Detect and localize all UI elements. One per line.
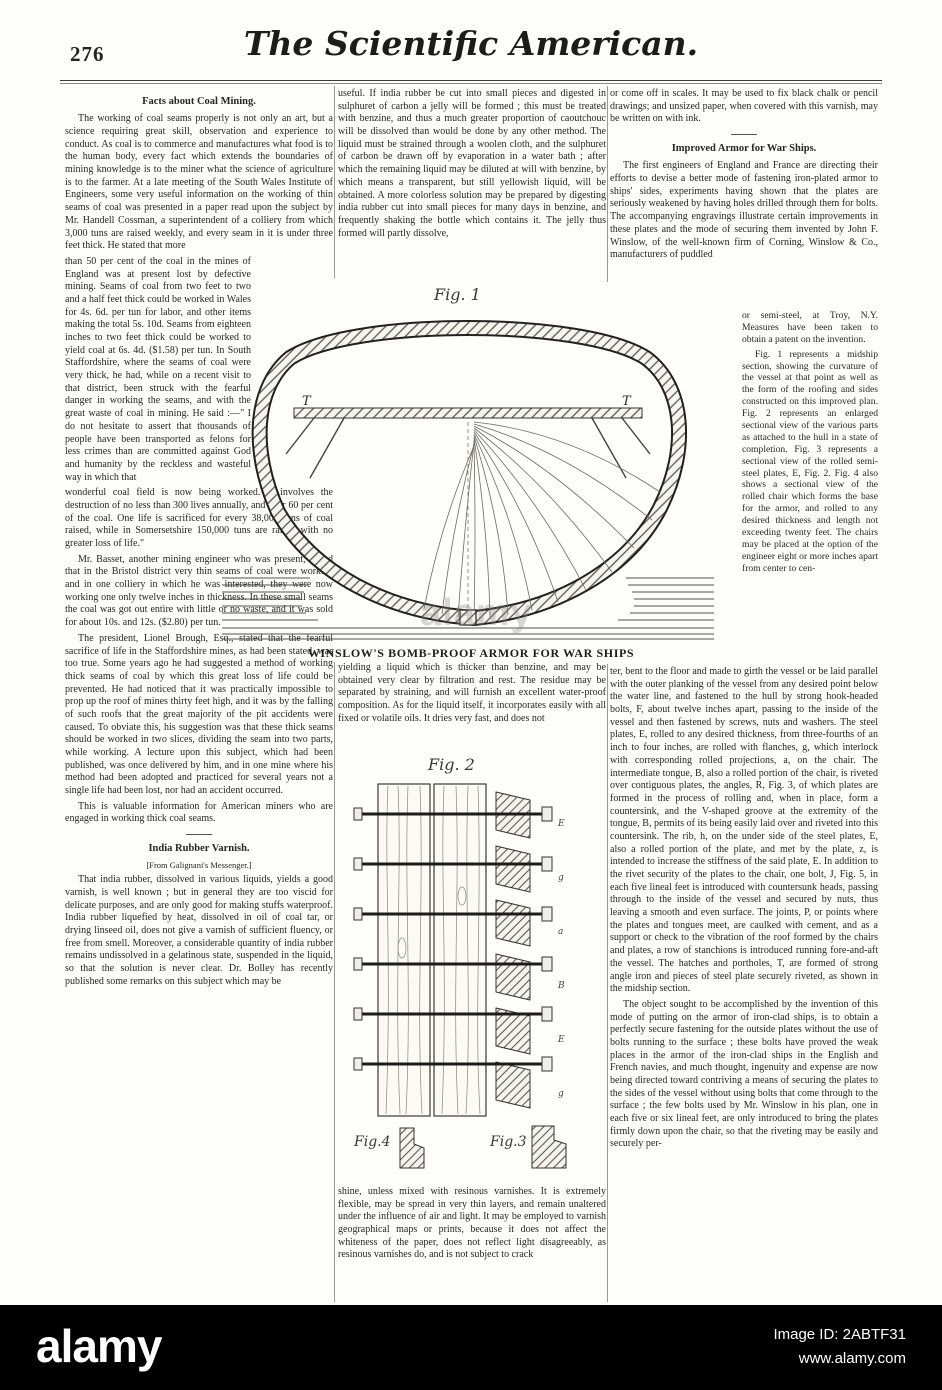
fig3-plate-section xyxy=(489,1126,566,1168)
paragraph-armor-1b: or semi-steel, at Troy, N.Y. Measures have been taken to obtain a patent on the invention. xyxy=(742,310,878,345)
paragraph-coal-3: Mr. Basset, another mining engineer who was present, stated that in the Bristol district very thin seams of coal were worked, and in one colliery in which he was interested, they were now working one only twelve inches in thickness. In these small seams the coal was got out entire with little or no waste, and it was sold for about 10s. and 12s. ($2.80) per tun. xyxy=(65,553,333,629)
rolled-armor-chairs xyxy=(496,792,530,1108)
paragraph-coal-4: The president, Lionel Brough, Esq., stated that the fearful sacrifice of life in the Staffordshire mines, as had been stated, was too true. Some years ago he had suggested a method of working thick seams of coal by which this great loss of life could be prevented. He had noticed that it was practically impossible to prop up the roof of mines thirty feet high, and it was by the falling of such roofs that the great majority of the pit accidents were caused. To obviate this, his suggestion was that these thick seams should be worked in two slices, dividing the seam into two parts, while working. A lecture upon this subject, which had been published, was once delivered by him, and in one mine where his method had been adopted and practiced for several years not a single life had been lost, nor had an accident occurred. xyxy=(65,632,333,797)
paragraph-armor-1: The first engineers of England and France are directing their efforts to devise a better mode of fastening iron-plated armor to ships' sides, experiments having shown that the plates are seriously weakened by having holes drilled through them for bolts. The accompanying engravings illustrate certain improvements in these plates and the mode of securing them invented by John F. Winslow, of the well-known firm of Corning, Winslow & Co., manufacturers of puddled xyxy=(610,160,878,261)
wood-planks xyxy=(378,784,486,1116)
fig3-label: Fig.3 xyxy=(490,1134,527,1150)
fig4-label: Fig.4 xyxy=(354,1134,391,1150)
article-byline: [From Galignani's Messenger.] xyxy=(146,860,252,871)
paragraph-rubber-2: useful. If india rubber be cut into small pieces and digested in sulphuret of carbon a jelly will be formed ; this must be treated with benzine, and thus a much greater proportion of caoutchouc will be dissolved than would be done by any other method. The liquid must be strained through a woolen cloth, and the sulphuret of carbon be drawn off by evaporation in a water bath ; after which the remaining liquid may be diluted at will with benzine, by which means a transparent, but still yellowish liquid, will be obtained. A more colorless solution may be prepared by digesting india rubber cut into small pieces for many days in benzine, and frequently shaking the bottle which contains it. The jelly thus formed will partly dissolve, xyxy=(338,88,606,239)
column-rule-2-bottom xyxy=(607,664,608,1302)
article-separator xyxy=(731,134,757,135)
fig4-chair-section xyxy=(353,1128,424,1168)
svg-text:g: g xyxy=(558,873,564,883)
column-middle-bottom xyxy=(338,1186,606,1265)
paragraph-coal-1: The working of coal seams properly is not only an art, but a science requiring great skill, observation and experience to conduct. As coal is to commerce and manufactures what food is to the human body, every fact which extends the boundaries of mining knowledge is to the miner what the science of agriculture is to the farmer. At a late meeting of the South Wales Institute of Engineers, some very useful information on the working of thin seams of coal was presented in a paper read upon the subject by Mr. Handell Cossman, a superintendent of a colliery from which 3,000 tuns are raised weekly, and every seam in it is under three feet thick. He stated that more xyxy=(65,113,333,252)
article-heading-improved-armor: Improved Armor for War Ships. xyxy=(671,143,817,155)
alamy-url[interactable]: www.alamy.com xyxy=(798,1350,906,1367)
paragraph-rubber-3: yielding a liquid which is thicker than benzine, and may be obtained very clear by filtration and rest. The residue may be separated by straining, and will furnish an excellent water-proof composition. As for the liquid itself, it incorporates easily with all fixed or volatile oils. It dries very fast, and does not xyxy=(338,662,606,724)
reference-letters xyxy=(557,819,565,1099)
paragraph-armor-3: ter, bent to the floor and made to girth the vessel or be laid parallel with the outer planking of the vessel from any desired point below the water line, and fastened to the hull by strong hook-headed bolts, F, about twelve inches apart, passing to the inside of the vessel and then fastened by screws, nuts and washers. The steel plates, E, rolled to any desired thickness, from three-fourths of an inch to four inches, are rolled with flanches, g, which interlock with corresponding rolled projections, a, on the chair. The intermediate tongue, B, also a rolled portion of the chair, is riveted over contiguous plates, the angles, R, Fig. 3, of which plates are formed in the process of rolling and, when in place, form a countersink, and the V-shaped groove at the extremity of the tongue, B, permits of its being easily laid over and riveted into this countersink. The rib, h, on the under side of the steel plates, E, also a rolled portion of the plate, and met by the plate, z, is intended to increase the stiffness of the said plate, E. In addition to the rivet security of the plates to the chair, one bolt, J, Fig. 5, in each five lineal feet is introduced with countersunk heads, passing through to the inside of the vessel and secured by nuts, thus leaving a smooth and even surface. The joints, P, or points where the plates and tongues meet, are caulked with cement, and as a support or check to the vibration of the roof formed by the chairs and plates, a row of stanchions is introduced running fore-and-aft the vessel. The hatches and portholes, T, are formed of strong angle iron and pieces of steel plate securely riveted, as shown in the midship section. xyxy=(610,666,878,995)
column-rule-1-bottom xyxy=(334,662,335,1302)
image-id: Image ID: 2ABTF31 xyxy=(773,1326,906,1343)
column-rule-1-top xyxy=(334,86,335,278)
masthead-title: The Scientific American. xyxy=(243,24,699,63)
svg-text:a: a xyxy=(558,927,564,937)
paragraph-varnish-end: or come off in scales. It may be used to fix black chalk or pencil drawings; and unsized paper, when covered with this varnish, may be written on with ink. xyxy=(610,88,878,125)
fig1-label: Fig. 1 xyxy=(434,285,481,304)
paragraph-coal-1-narrow: than 50 per cent of the coal in the mines of England was at present lost by defective mining. Seams of coal from two feet to two and a half feet thick could be worked in Wales for 4s. 6d. per tun for labor, and other items making the total 5s. 10d. Seams from eighteen inches to two feet thick could be worked to yield coal at 6s. 4d. ($1.58) per tun. In South Staffordshire, where the seams of coal were very thick, he had, while on a recent visit to that district, been struck with the fearful danger in working the seams, and with the great waste of coal in mining. He said :—" I do not hesitate to assert that thousands of people have been transported as felons for less crimes than are committed against God and humanity by the reckless and wasteful way in which that xyxy=(65,255,251,483)
stock-photo-footer xyxy=(0,1305,942,1390)
column-right-top xyxy=(610,88,878,265)
header-rule xyxy=(60,80,882,84)
column-right-bottom xyxy=(610,666,878,1154)
fig2-label: Fig. 2 xyxy=(428,755,475,774)
alamy-watermark: alamy xyxy=(420,592,533,634)
porthole-label-left: T xyxy=(302,394,311,409)
article-heading-coal-mining: Facts about Coal Mining. xyxy=(142,96,256,107)
hull-armor-band xyxy=(260,328,679,618)
paragraph-rubber-4: shine, unless mixed with resinous varnishes. It is extremely flexible, may be spread in very thin layers, and remain unaltered under the influence of air and light. It may be employed to varnish geographical maps or prints, because it does not affect the whiteness of the paper, does not reflect light disagreeably, as resinous varnishes do, and is not subject to crack xyxy=(338,1186,606,1261)
column-middle-top xyxy=(338,88,606,243)
figure-1-warship-section xyxy=(222,280,714,642)
column-rule-2-top xyxy=(607,86,608,282)
frame-fan-lines xyxy=(424,422,660,618)
svg-text:B: B xyxy=(558,981,565,991)
page-number: 276 xyxy=(70,42,105,66)
column-middle-mid xyxy=(338,662,606,728)
paragraph-armor-4: The object sought to be accomplished by the invention of this mode of putting on the armor of iron-clad ships, is to obtain a perfectly secure fastening for the outside plates without the use of bolts running to the surface ; these bolts have proved the weak places in the armor of the iron-clad ships in the English and French navies, and much thought, ingenuity and expense are now being directed toward contriving a means of securing the plates to the sides of the vessel without using bolts that come through to the surface ; the few bolts used by Mr. Winslow in his plan, one in each five or six lineal feet, are only introduced to bring the plates firmly down upon the chair, so that the riveting may be easily and securely per- xyxy=(610,998,878,1150)
article-heading-india-rubber: India Rubber Varnish. xyxy=(148,843,250,855)
armor-plate-engraving xyxy=(344,748,602,1176)
svg-text:E: E xyxy=(558,1035,565,1045)
figure-caption: WINSLOW'S BOMB-PROOF ARMOR FOR WAR SHIPS xyxy=(307,646,635,660)
alamy-logo[interactable]: alamy xyxy=(36,1320,162,1372)
paragraph-coal-5: This is valuable information for American miners who are engaged in working thick coal seams. xyxy=(65,800,333,825)
column-right-narrow xyxy=(742,310,878,578)
warship-midship-engraving xyxy=(222,280,714,642)
porthole-label-right: T xyxy=(622,394,631,409)
figure-2-armor-plates xyxy=(344,748,602,1176)
article-separator xyxy=(186,834,212,835)
paragraph-armor-2: Fig. 1 represents a midship section, showing the curvature of the vessel at that point as well as the form of the roofing and sides constructed on this improved plan. Fig. 2 represents an enlarged sectional view of the various parts as attached to the hull in a state of completion. Fig. 3 represents a sectional view of the rolled semi-steel plates, E, Fig. 2. Fig. 4 also shows a sectional view of the rolled chair which forms the base for the armor, and rolled to any desired thickness and length not exceeding twenty feet. The chairs may be placed at the option of the engineer eight or more inches apart from center to cen- xyxy=(742,348,878,574)
paragraph-coal-2: wonderful coal field is now being worked. It involves the destruction of no less than 300 lives annually, and over 60 per cent of the coal. One life is sacrificed for every 38,000 tuns of coal raised, while in Somersetshire 150,000 tuns are raised with no greater loss of life." xyxy=(65,487,333,550)
image-meta xyxy=(773,1323,906,1371)
paragraph-rubber-1: That india rubber, dissolved in various liquids, yields a good varnish, is well known ; but in general they are too viscid for delicate purposes, and are only good for making stuffs waterproof. India rubber liquefied by heat, dissolved in oil of coal tar, or drying linseed oil, does not give a varnish of sufficient fluency, or free from smell. Moreover, a considerable quantity of india rubber remains undissolved in a gelatinous state, suspended in the liquid, so that the solution is never clear. Dr. Bolley has recently published some remarks on this subject which may be xyxy=(65,874,333,987)
svg-text:g: g xyxy=(558,1089,564,1099)
svg-text:E: E xyxy=(558,819,565,829)
